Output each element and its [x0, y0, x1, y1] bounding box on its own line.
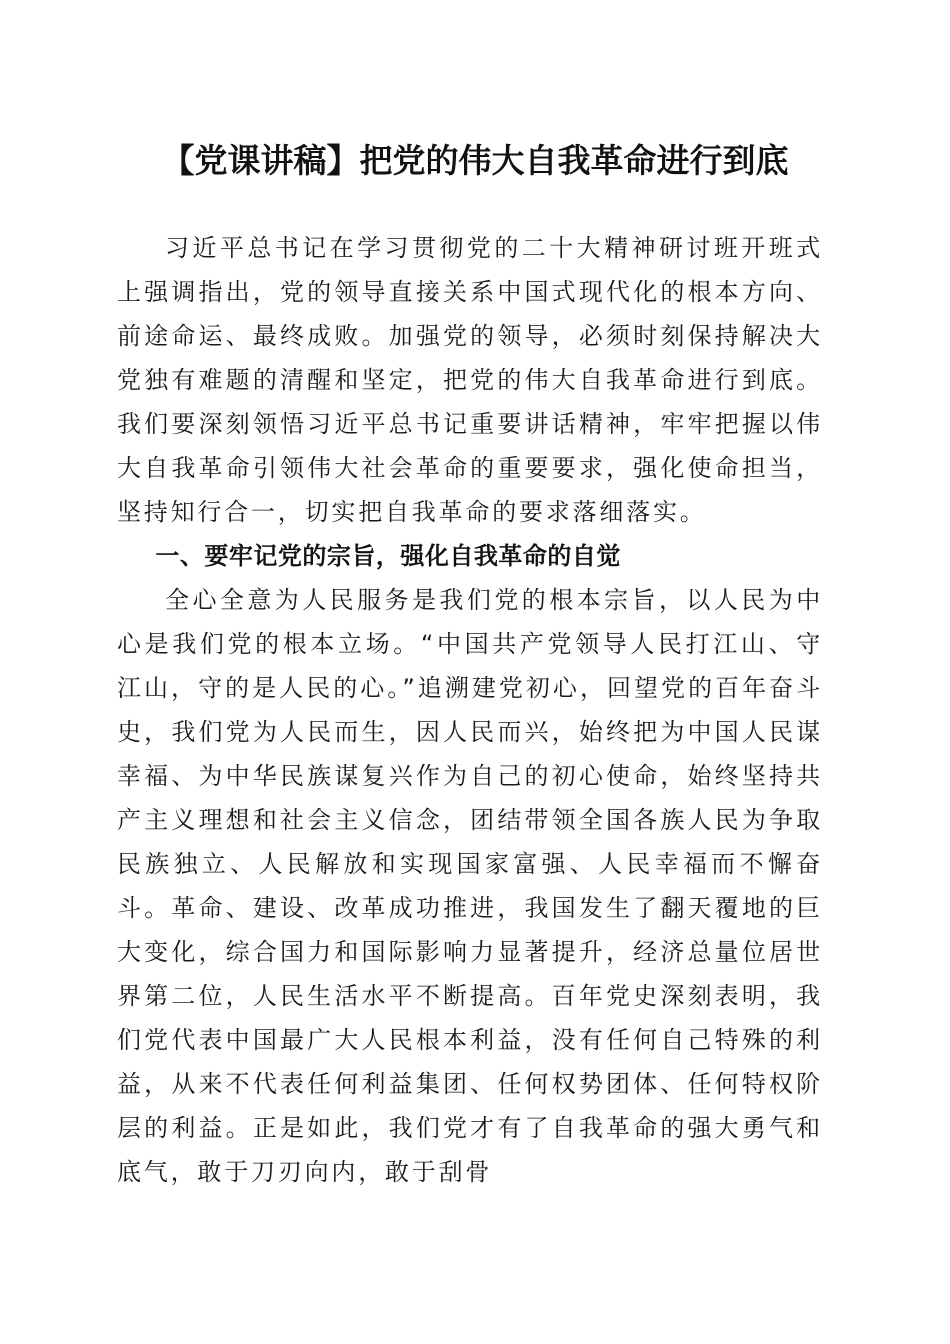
- document-body: [117, 226, 823, 1194]
- section-heading-1: 一、要牢记党的宗旨，强化自我革命的自觉: [155, 542, 621, 570]
- document-title: 【党课讲稿】把党的伟大自我革命进行到底: [161, 141, 789, 180]
- section-1-paragraph: 全心全意为人民服务是我们党的根本宗旨，以人民为中心是我们党的根本立场。“中国共产党领导人民打江山、守江山，守的是人民的心。”追溯建党初心，回望党的百年奋斗史，我们党为人民而生，因人民而兴，始终把为中国人民谋幸福、为中华民族谋复兴作为自己的初心使命，始终坚持共产主义理想和社会主义信念，团结带领全国各族人民为争取民族独立、人民解放和实现国家富强、人民幸福而不懈奋斗。革命、建设、改革成功推进，我国发生了翻天覆地的巨大变化，综合国力和国际影响力显著提升，经济总量位居世界第二位，人民生活水平不断提高。百年党史深刻表明，我们党代表中国最广大人民根本利益，没有任何自己特殊的利益，从来不代表任何利益集团、任何权势团体、任何特权阶层的利益。正是如此，我们党才有了自我革命的强大勇气和底气，敢于刀刃向内，敢于刮骨: [117, 586, 823, 1186]
- intro-paragraph: 习近平总书记在学习贯彻党的二十大精神研讨班开班式上强调指出，党的领导直接关系中国式现代化的根本方向、前途命运、最终成败。加强党的领导，必须时刻保持解决大党独有难题的清醒和坚定，把党的伟大自我革命进行到底。我们要深刻领悟习近平总书记重要讲话精神，牢牢把握以伟大自我革命引领伟大社会革命的重要要求，强化使命担当，坚持知行合一，切实把自我革命的要求落细落实。: [117, 234, 823, 526]
